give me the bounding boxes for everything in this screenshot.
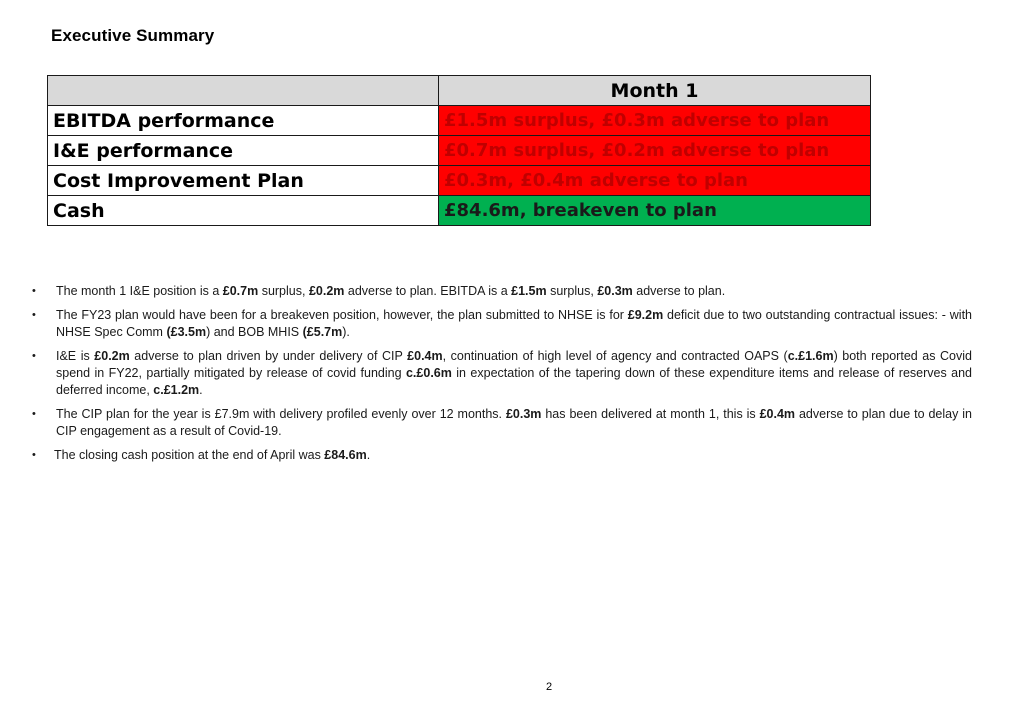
bullet-item <box>30 348 972 399</box>
bullet-emphasis: £0.3m <box>505 407 542 421</box>
bullet-text: The FY23 plan would have been for a breakeven position, however, the plan submitted to NHSE is for <box>56 308 628 322</box>
bullet-emphasis: £0.4m <box>407 349 443 363</box>
page-number: 2 <box>545 681 553 693</box>
bullet-text: I&E is <box>56 349 95 363</box>
bullet-text: has been delivered at month 1, this is <box>541 407 760 421</box>
row-label: EBITDA performance <box>48 106 439 136</box>
bullet-item <box>30 406 972 440</box>
bullet-text: ) and BOB MHIS <box>206 325 303 339</box>
bullet-item <box>30 447 972 464</box>
bullet-emphasis: £0.7m <box>222 284 259 298</box>
page-title: Executive Summary <box>51 26 215 45</box>
bullet-list <box>30 283 972 471</box>
bullet-emphasis: (£3.5m <box>166 325 207 339</box>
bullet-text: adverse to plan. EBITDA is a <box>344 284 512 298</box>
bullet-text: adverse to plan. <box>632 284 726 298</box>
bullet-icon: • <box>32 309 36 321</box>
bullet-text: The CIP plan for the year is £7.9m with delivery profiled evenly over 12 months. <box>56 407 506 421</box>
bullet-item <box>30 307 972 341</box>
table-row <box>48 106 871 136</box>
table-row <box>48 196 871 226</box>
bullet-emphasis: c.£0.6m <box>405 366 452 380</box>
bullet-text: surplus, <box>546 284 598 298</box>
row-label: I&E performance <box>48 136 439 166</box>
bullet-text: adverse to plan due to delay in CIP engagement as a result of Covid-19. <box>56 407 973 438</box>
bullet-emphasis: £1.5m <box>511 284 547 298</box>
bullet-icon: • <box>32 285 36 297</box>
bullet-text: in expectation of the tapering down of these expenditure items and release of reserves and deferred income, <box>56 366 972 397</box>
bullet-emphasis: £84.6m <box>324 448 367 462</box>
bullet-emphasis: c.£1.2m <box>153 383 200 397</box>
bullet-emphasis: £0.3m <box>597 284 633 298</box>
bullet-item <box>30 283 972 300</box>
table-header-row <box>48 76 871 106</box>
bullet-text: , continuation of high level of agency and contracted OAPS ( <box>442 349 788 363</box>
row-label: Cash <box>48 196 439 226</box>
bullet-emphasis: £9.2m <box>627 308 664 322</box>
summary-table <box>47 75 871 226</box>
bullet-text: . <box>199 383 203 397</box>
bullet-text: ). <box>342 325 350 339</box>
row-label: Cost Improvement Plan <box>48 166 439 196</box>
bullet-emphasis: £0.4m <box>759 407 796 421</box>
bullet-emphasis: £0.2m <box>308 284 345 298</box>
table-body <box>48 106 871 226</box>
bullet-text: ) both reported as Covid spend in FY22, partially mitigated by release of covid funding <box>56 349 972 380</box>
table-header-cell: Month 1 <box>439 76 871 106</box>
bullet-emphasis: c.£1.6m <box>787 349 834 363</box>
row-status-value: £0.7m surplus, £0.2m adverse to plan <box>439 136 871 166</box>
table-row <box>48 136 871 166</box>
bullet-emphasis: (£5.7m <box>302 325 343 339</box>
bullet-text: . <box>366 448 371 462</box>
bullet-text: surplus, <box>258 284 309 298</box>
bullet-text: adverse to plan driven by under delivery of CIP <box>129 349 408 363</box>
bullet-emphasis: £0.2m <box>94 349 130 363</box>
table-header-cell <box>48 76 439 106</box>
bullet-icon: • <box>32 350 36 362</box>
row-status-value: £84.6m, breakeven to plan <box>439 196 871 226</box>
row-status-value: £0.3m, £0.4m adverse to plan <box>439 166 871 196</box>
bullet-text: The month 1 I&E position is a <box>56 284 223 298</box>
row-status-value: £1.5m surplus, £0.3m adverse to plan <box>439 106 871 136</box>
bullet-text: The closing cash position at the end of April was <box>54 448 325 462</box>
table-row <box>48 166 871 196</box>
bullet-icon: • <box>32 449 36 461</box>
bullet-text: deficit due to two outstanding contractual issues: - with NHSE Spec Comm <box>56 308 972 339</box>
bullet-icon: • <box>32 408 36 420</box>
